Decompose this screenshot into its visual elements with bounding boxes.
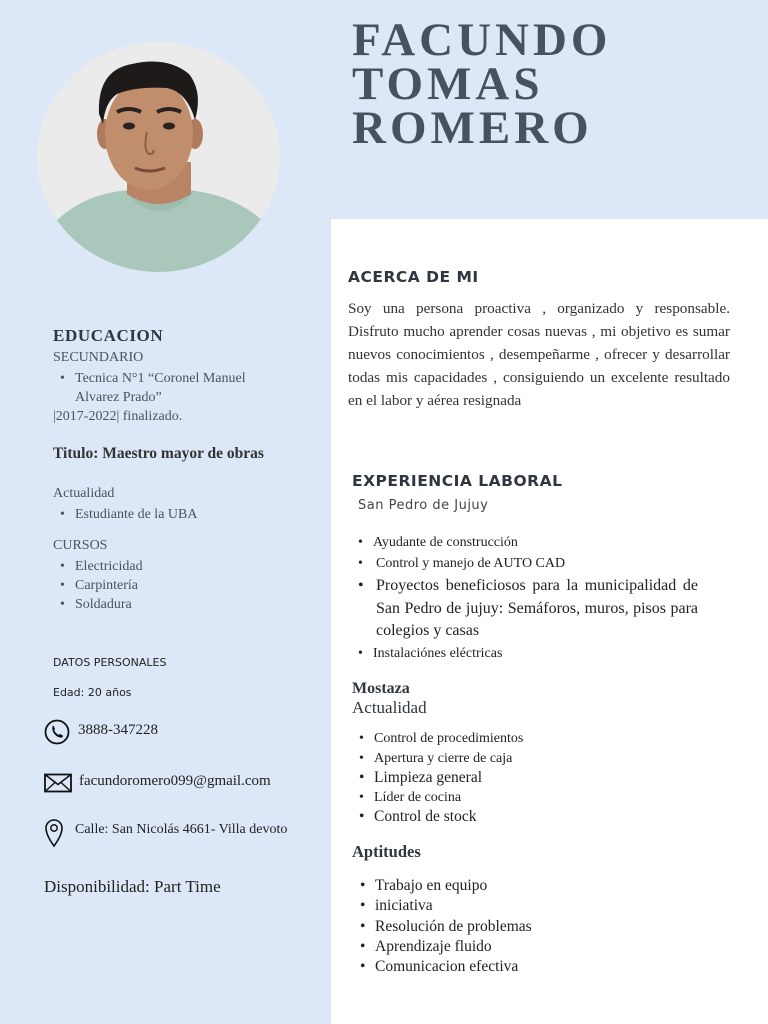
- skills-title: Aptitudes: [352, 842, 421, 861]
- current-label: Actualidad: [53, 486, 115, 501]
- job2-item: • Control de stock: [354, 807, 694, 827]
- experience-item: • Ayudante de construcción: [353, 533, 698, 552]
- about-title: ACERCA DE MI: [348, 268, 479, 286]
- job2-subtitle: Actualidad: [352, 698, 427, 717]
- education-list: [55, 369, 285, 407]
- skill-item: • Comunicacion efectiva: [355, 957, 655, 977]
- skill-item: • iniciativa: [355, 896, 655, 916]
- experience-list: [353, 533, 698, 663]
- job2-item: • Control de procedimientos: [354, 729, 694, 749]
- experience-item: • Instalaciónes eléctricas: [353, 644, 698, 663]
- courses-list: [55, 557, 143, 614]
- address-text: Calle: San Nicolás 4661- Villa devoto: [75, 822, 288, 837]
- education-level: SECUNDARIO: [53, 350, 144, 365]
- skill-item: • Resolución de problemas: [355, 917, 655, 937]
- name-line-1: FACUNDO: [352, 14, 612, 66]
- courses-label: CURSOS: [53, 538, 108, 553]
- experience-location: San Pedro de Jujuy: [358, 498, 489, 513]
- email-address[interactable]: facundoromero099@gmail.com: [79, 773, 271, 789]
- course-item: • Electricidad: [55, 557, 143, 576]
- skills-list: [355, 876, 655, 977]
- job2-list: [354, 729, 694, 827]
- skill-item: • Trabajo en equipo: [355, 876, 655, 896]
- name-line-3: ROMERO: [352, 102, 593, 154]
- current-list: [55, 505, 197, 524]
- name-line-2: TOMAS: [352, 58, 544, 110]
- availability-text: Disponibilidad: Part Time: [44, 877, 221, 896]
- job2-item: • Limpieza general: [354, 768, 694, 788]
- education-period: |2017-2022| finalizado.: [53, 409, 183, 424]
- profile-photo: [37, 42, 280, 272]
- education-title: EDUCACION: [53, 326, 164, 345]
- phone-number[interactable]: 3888-347228: [78, 722, 158, 738]
- skill-item: • Aprendizaje fluido: [355, 937, 655, 957]
- location-pin-icon: [44, 818, 64, 852]
- degree-title: Titulo: Maestro mayor de obras: [53, 445, 264, 462]
- current-item: • Estudiante de la UBA: [55, 505, 197, 524]
- job2-item: • Apertura y cierre de caja: [354, 749, 694, 769]
- personal-title: DATOS PERSONALES: [53, 656, 167, 669]
- job2-item: • Líder de cocina: [354, 788, 694, 808]
- envelope-icon: [44, 773, 72, 797]
- course-item: • Carpintería: [55, 576, 143, 595]
- experience-title: EXPERIENCIA LABORAL: [352, 472, 563, 490]
- experience-item: • Proyectos beneficiosos para la municipalidad de San Pedro de jujuy: Semáforos, muros, pisos para colegios y casas: [353, 575, 698, 643]
- experience-item: • Control y manejo de AUTO CAD: [353, 554, 698, 573]
- job2-title: Mostaza: [352, 680, 410, 697]
- about-text: Soy una persona proactiva , organizado y responsable. Disfruto mucho aprender cosas nuevas , mi objetivo es sumar nuevos conocimientos , desempeñarme , ofrecer y desarrollar todas mis capacidades , consiguiendo un excelente resultado en el labor y aérea resignada: [348, 300, 730, 409]
- education-school: • Tecnica N°1 “Coronel Manuel Alvarez Prado”: [55, 369, 285, 407]
- age-text: Edad: 20 años: [53, 686, 132, 699]
- person-name: [352, 14, 612, 154]
- phone-icon: [44, 719, 70, 749]
- course-item: • Soldadura: [55, 595, 143, 614]
